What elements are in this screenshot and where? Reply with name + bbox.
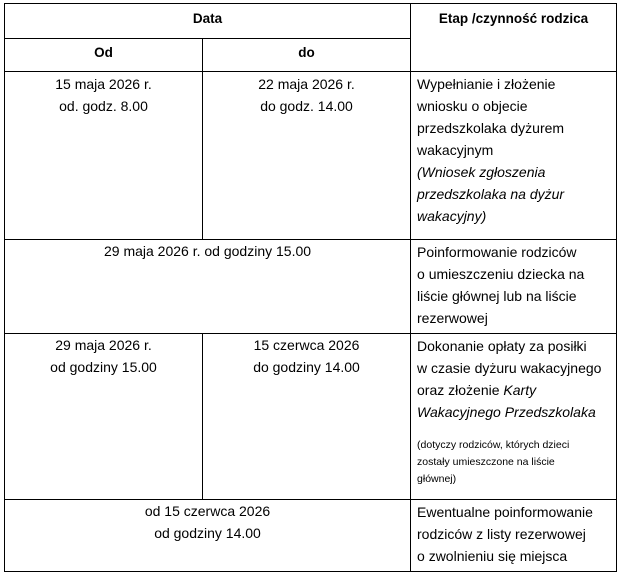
note-text: (dotyczy rodziców, których dzieci [417,439,570,451]
stage-text: przedszkolaka dyżurem [417,120,565,136]
stage-cell [411,334,617,500]
to-time: do godziny 14.00 [253,359,360,375]
stage-text: wniosku o objecie [417,98,528,114]
table-row [5,72,617,240]
from-cell [5,334,203,500]
to-cell [203,334,411,500]
stage-cell [411,72,617,240]
merged-date: od 15 czerwca 2026 [144,503,271,519]
schedule-table-wrapper [4,3,617,572]
to-time: do godz. 14.00 [260,98,353,114]
header-from: Od [5,39,203,72]
stage-text: wakacyjnym [417,142,494,158]
to-date: 22 maja 2026 r. [258,76,355,92]
stage-text: Poinformowanie rodziców [417,244,577,260]
to-cell [203,72,411,240]
merged-date-cell [5,500,411,572]
stage-text: Ewentualne poinformowanie [417,504,593,520]
from-date: 15 maja 2026 r. [55,76,152,92]
note-text: głównej) [417,473,457,485]
from-cell [5,72,203,240]
to-date: 15 czerwca 2026 [253,337,360,353]
stage-text-mixed [417,379,610,401]
stage-italic-text: Wakacyjnego Przedszkolaka [417,404,596,420]
stage-text: o zwolnieniu się miejsca [417,548,568,564]
merged-date: 29 maja 2026 r. od godziny 15.00 [103,243,312,259]
stage-text: o umieszczeniu dziecka na [417,266,585,282]
stage-cell [411,240,617,334]
stage-text: liście głównej lub na liście [417,288,577,304]
from-time: od godziny 15.00 [50,359,157,375]
stage-italic-text: wakacyjny) [417,208,487,224]
table-row [5,500,617,572]
merged-date-cell [5,240,411,334]
from-date: 29 maja 2026 r. [55,337,152,353]
schedule-table [4,3,617,572]
merged-time: od godziny 14.00 [154,525,261,541]
stage-text: rezerwowej [417,310,488,326]
stage-italic-text: (Wniosek zgłoszenia [417,164,546,180]
stage-italic-text: przedszkolaka na dyżur [417,186,565,202]
stage-cell [411,500,617,572]
table-row [5,334,617,500]
header-to: do [203,39,411,72]
stage-italic-text: Karty [503,382,537,398]
header-row [5,4,617,39]
table-row [5,240,617,334]
stage-text: rodziców z listy rezerwowej [417,526,586,542]
spacer [417,423,610,437]
note-text: zostały umieszczone na liście [417,456,555,468]
from-time: od. godz. 8.00 [59,98,148,114]
header-data: Data [5,4,411,39]
header-stage: Etap /czynność rodzica [411,4,617,72]
stage-text: Dokonanie opłaty za posiłki [417,338,587,354]
stage-text: w czasie dyżuru wakacyjnego [417,360,602,376]
stage-text: Wypełnianie i złożenie [417,76,556,92]
stage-text: oraz złożenie [417,382,504,398]
